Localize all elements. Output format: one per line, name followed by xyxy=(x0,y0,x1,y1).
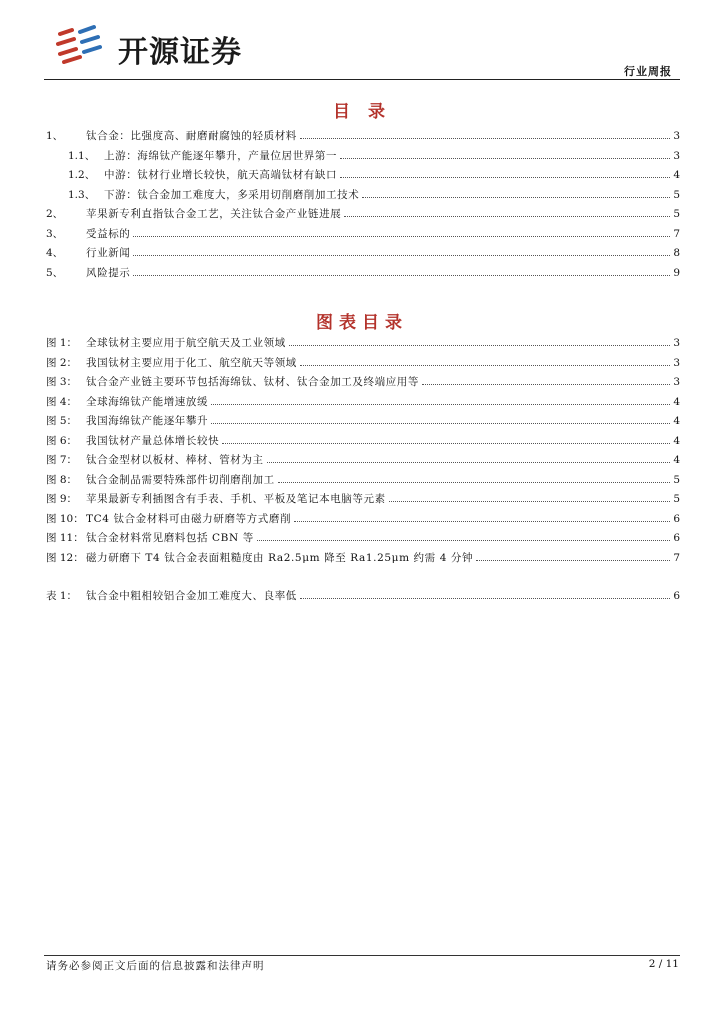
entry-page-number: 3 xyxy=(673,130,680,142)
toc-entry[interactable] xyxy=(46,373,680,393)
dot-leader xyxy=(389,500,671,502)
toc-entry[interactable] xyxy=(46,529,680,549)
entry-title: 上游：海绵钛产能逐年攀升，产量位居世界第一 xyxy=(104,149,338,162)
dot-leader xyxy=(344,215,670,217)
dot-leader xyxy=(211,422,670,424)
entry-title: 苹果新专利直指钛合金工艺，关注钛合金产业链进展 xyxy=(86,208,342,220)
entry-title: 下游：钛合金加工难度大，多采用切削磨削加工技术 xyxy=(104,188,360,201)
entry-title: 钛合金材料常见磨料包括 CBN 等 xyxy=(86,532,254,544)
toc-entry[interactable] xyxy=(46,147,680,167)
company-logo-icon xyxy=(54,24,112,64)
entry-number: 1.3、 xyxy=(68,188,96,201)
entry-number: 3、 xyxy=(46,227,64,240)
toc-entry[interactable] xyxy=(46,412,680,432)
dot-leader xyxy=(340,176,670,178)
toc-entry[interactable] xyxy=(46,432,680,452)
entry-number: 1.2、 xyxy=(68,169,96,181)
dot-leader xyxy=(278,481,671,483)
report-type-label: 行业周报 xyxy=(624,65,672,78)
entry-title: 我国钛材主要应用于化工、航空航天等领域 xyxy=(86,356,297,369)
entry-title: 磁力研磨下 T4 钛合金表面粗糙度由 Ra2.5μm 降至 Ra1.25μm 约需 4 分钟 xyxy=(86,551,474,564)
entry-number: 4、 xyxy=(46,247,64,259)
entry-title: 行业新闻 xyxy=(86,247,131,259)
entry-title: 钛合金中粗相较铝合金加工难度大、良率低 xyxy=(86,590,297,602)
entry-page-number: 6 xyxy=(673,532,680,544)
figure-index-title: 图表目录 xyxy=(316,313,408,333)
entry-page-number: 6 xyxy=(673,590,680,602)
entry-page-number: 3 xyxy=(673,356,680,369)
entry-number: 表 1： xyxy=(46,590,78,602)
entry-number: 图 3： xyxy=(46,376,78,388)
footer-disclaimer: 请务必参阅正文后面的信息披露和法律声明 xyxy=(46,960,265,972)
entry-number: 图 6： xyxy=(46,434,78,447)
footer-divider xyxy=(44,955,680,956)
page-indicator: 2 / 11 xyxy=(648,958,679,970)
dot-leader xyxy=(300,597,670,599)
toc-entry[interactable] xyxy=(46,587,680,607)
entry-page-number: 5 xyxy=(673,473,680,486)
entry-number: 图 2： xyxy=(46,356,78,369)
entry-title: 苹果最新专利插图含有手表、手机、平板及笔记本电脑等元素 xyxy=(86,493,386,505)
dot-leader xyxy=(422,383,670,385)
dot-leader xyxy=(476,559,670,561)
entry-page-number: 7 xyxy=(673,227,680,240)
dot-leader xyxy=(133,235,670,237)
dot-leader xyxy=(267,461,671,463)
entry-number: 图 12： xyxy=(46,551,84,564)
entry-title: 受益标的 xyxy=(86,227,131,240)
dot-leader xyxy=(340,157,670,159)
dot-leader xyxy=(211,403,670,405)
entry-number: 图 10： xyxy=(46,512,84,525)
entry-number: 5、 xyxy=(46,266,64,279)
entry-page-number: 3 xyxy=(673,337,680,349)
header-divider xyxy=(44,79,680,80)
dot-leader xyxy=(133,274,670,276)
entry-page-number: 4 xyxy=(673,415,680,427)
dot-leader xyxy=(222,442,670,444)
toc-entry[interactable] xyxy=(46,510,680,530)
entry-number: 图 7： xyxy=(46,454,78,466)
dot-leader xyxy=(300,364,670,366)
dot-leader xyxy=(289,344,671,346)
entry-page-number: 8 xyxy=(673,247,680,259)
entry-title: 钛合金产业链主要环节包括海绵钛、钛材、钛合金加工及终端应用等 xyxy=(86,376,419,388)
toc-entry[interactable] xyxy=(46,490,680,510)
entry-number: 图 11： xyxy=(46,532,84,544)
entry-page-number: 5 xyxy=(673,208,680,220)
entry-number: 图 1： xyxy=(46,337,78,349)
dot-leader xyxy=(257,539,671,541)
toc-entry[interactable] xyxy=(46,334,680,354)
entry-number: 图 8： xyxy=(46,473,78,486)
entry-page-number: 4 xyxy=(673,434,680,447)
entry-page-number: 3 xyxy=(673,149,680,162)
dot-leader xyxy=(294,520,670,522)
entry-number: 图 9： xyxy=(46,493,78,505)
toc-entry[interactable] xyxy=(46,471,680,491)
entry-title: 风险提示 xyxy=(86,266,131,279)
entry-title: 全球海绵钛产能增速放缓 xyxy=(86,395,209,408)
toc-entry[interactable] xyxy=(46,451,680,471)
entry-page-number: 7 xyxy=(673,551,680,564)
entry-number: 1.1、 xyxy=(68,149,96,162)
entry-title: 全球钛材主要应用于航空航天及工业领域 xyxy=(86,337,286,349)
entry-title: TC4 钛合金材料可由磁力研磨等方式磨削 xyxy=(86,512,292,525)
toc-entry[interactable] xyxy=(46,244,680,264)
entry-page-number: 5 xyxy=(673,493,680,505)
entry-page-number: 9 xyxy=(673,266,680,279)
entry-title: 钛合金：比强度高、耐磨耐腐蚀的轻质材料 xyxy=(86,130,297,142)
entry-page-number: 4 xyxy=(673,395,680,408)
entry-title: 钛合金型材以板材、棒材、管材为主 xyxy=(86,454,264,466)
entry-number: 图 5： xyxy=(46,415,78,427)
toc-entry[interactable] xyxy=(46,549,680,569)
toc-entry[interactable] xyxy=(46,166,680,186)
toc-entry[interactable] xyxy=(46,354,680,374)
company-name: 开源证券 xyxy=(118,35,242,70)
toc-entry[interactable] xyxy=(46,264,680,284)
entry-page-number: 5 xyxy=(673,188,680,201)
entry-page-number: 6 xyxy=(673,512,680,525)
entry-number: 1、 xyxy=(46,130,64,142)
toc-list xyxy=(46,127,680,283)
entry-title: 钛合金制品需要特殊部件切削磨削加工 xyxy=(86,473,275,486)
figure-index-list xyxy=(46,334,680,568)
dot-leader xyxy=(300,137,670,139)
dot-leader xyxy=(362,196,670,198)
toc-entry[interactable] xyxy=(46,127,680,147)
dot-leader xyxy=(133,254,670,256)
entry-title: 我国钛材产量总体增长较快 xyxy=(86,434,220,447)
toc-entry[interactable] xyxy=(46,205,680,225)
entry-page-number: 3 xyxy=(673,376,680,388)
toc-title: 目 录 xyxy=(333,102,391,122)
entry-title: 我国海绵钛产能逐年攀升 xyxy=(86,415,209,427)
entry-title: 中游：钛材行业增长较快，航天高端钛材有缺口 xyxy=(104,169,338,181)
table-index-list xyxy=(46,587,680,607)
entry-page-number: 4 xyxy=(673,454,680,466)
company-logo xyxy=(54,24,294,70)
toc-entry[interactable] xyxy=(46,393,680,413)
entry-number: 2、 xyxy=(46,208,64,220)
entry-page-number: 4 xyxy=(673,169,680,181)
toc-entry[interactable] xyxy=(46,225,680,245)
entry-number: 图 4： xyxy=(46,395,78,408)
toc-entry[interactable] xyxy=(46,186,680,206)
